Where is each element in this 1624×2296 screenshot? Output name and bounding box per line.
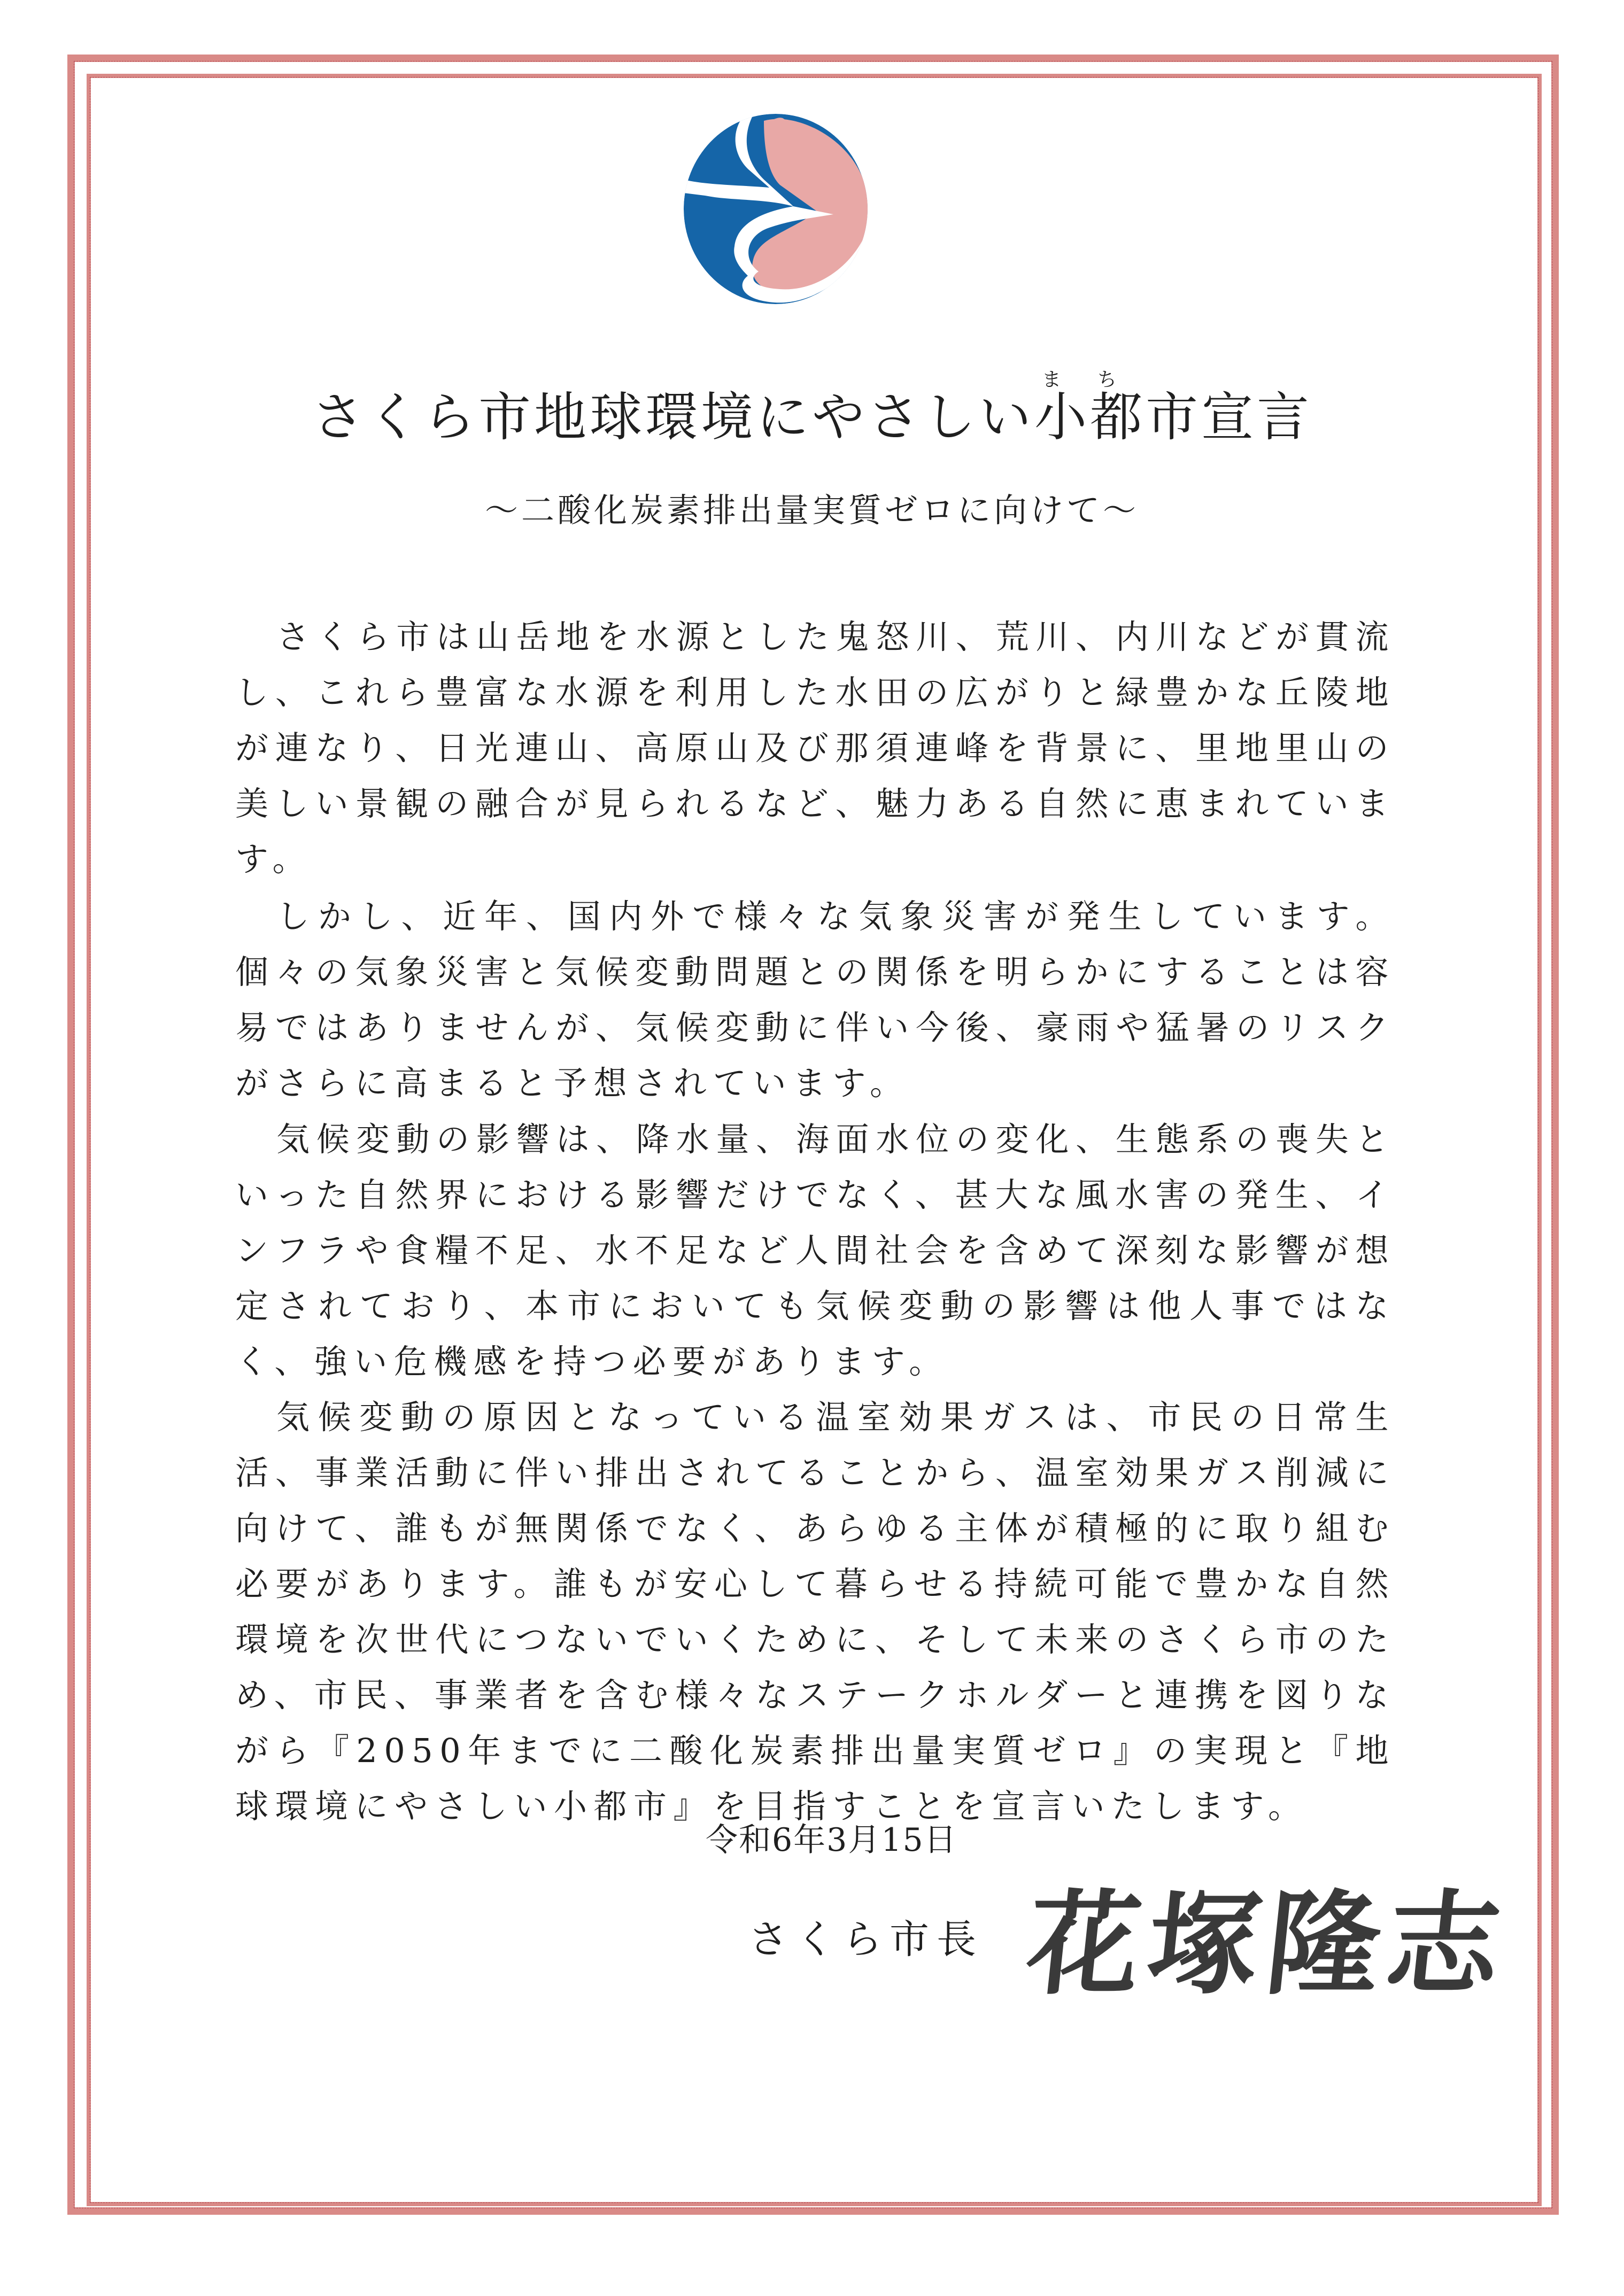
body-paragraph-1 [235,609,1395,887]
sakura-city-emblem-icon [684,99,868,305]
body-paragraph-2 [235,889,1395,1111]
paragraph-text: 気候変動の影響は、降水量、海面水位の変化、生態系の喪失といった自然界における影響だけでなく、甚大な風水害の発生、インフラや食糧不足、水不足など人間社会を含めて深刻な影響が想定されており、本市においても気候変動の影響は他人事ではなく、強い危機感を持つ必要があります。 [235,1120,1395,1381]
body-paragraph-3 [235,1112,1395,1390]
title-suffix: 市宣言 [1146,387,1313,448]
paragraph-text: 気候変動の原因となっている温室効果ガスは、市民の日常生活、事業活動に伴い排出されてることから、温室効果ガス削減に向けて、誰もが無関係でなく、あらゆる主体が積極的に取り組む必要があります。誰もが安心して暮らせる持続可能で豊かな自然環境を次世代につないでいくために、そして未来のさくら市のため、市民、事業者を含む様々なステークホルダーと連携を図りながら『2050年までに二酸化炭素排出量実質ゼロ』の実現と『地球環境にやさしい小都市』を目指すことを宣言いたします。 [235,1398,1395,1826]
paragraph-text: しかし、近年、国内外で様々な気象災害が発生しています。個々の気象災害と気候変動問題との関係を明らかにすることは容易ではありませんが、気候変動に伴い今後、豪雨や猛暑のリスクがさらに高まると予想されています。 [235,897,1395,1103]
declaration-date: 令和6年3月15日 [706,1821,957,1859]
paragraph-text: さくら市は山岳地を水源とした鬼怒川、荒川、内川などが貫流し、これら豊富な水源を利用した水田の広がりと緑豊かな丘陵地が連なり、日光連山、高原山及び那須連峰を背景に、里地里山の美しい景観の融合が見られるなど、魅力ある自然に恵まれています。 [235,617,1395,879]
declaration-subtitle: ～二酸化炭素排出量実質ゼロに向けて～ [484,491,1139,530]
mayor-signature: 花塚隆志 [1021,1878,1514,2010]
title-ruby-base: 小都 [1034,387,1146,448]
sakura-city-logo [684,99,868,305]
title-prefix: さくら市地球環境にやさしい [311,387,1034,448]
body-paragraph-4 [235,1390,1395,1834]
signatory-title: さくら市長 [748,1917,984,1963]
title-ruby [1034,369,1146,448]
declaration-title [0,369,1624,452]
title-furigana: まち [1034,369,1146,391]
